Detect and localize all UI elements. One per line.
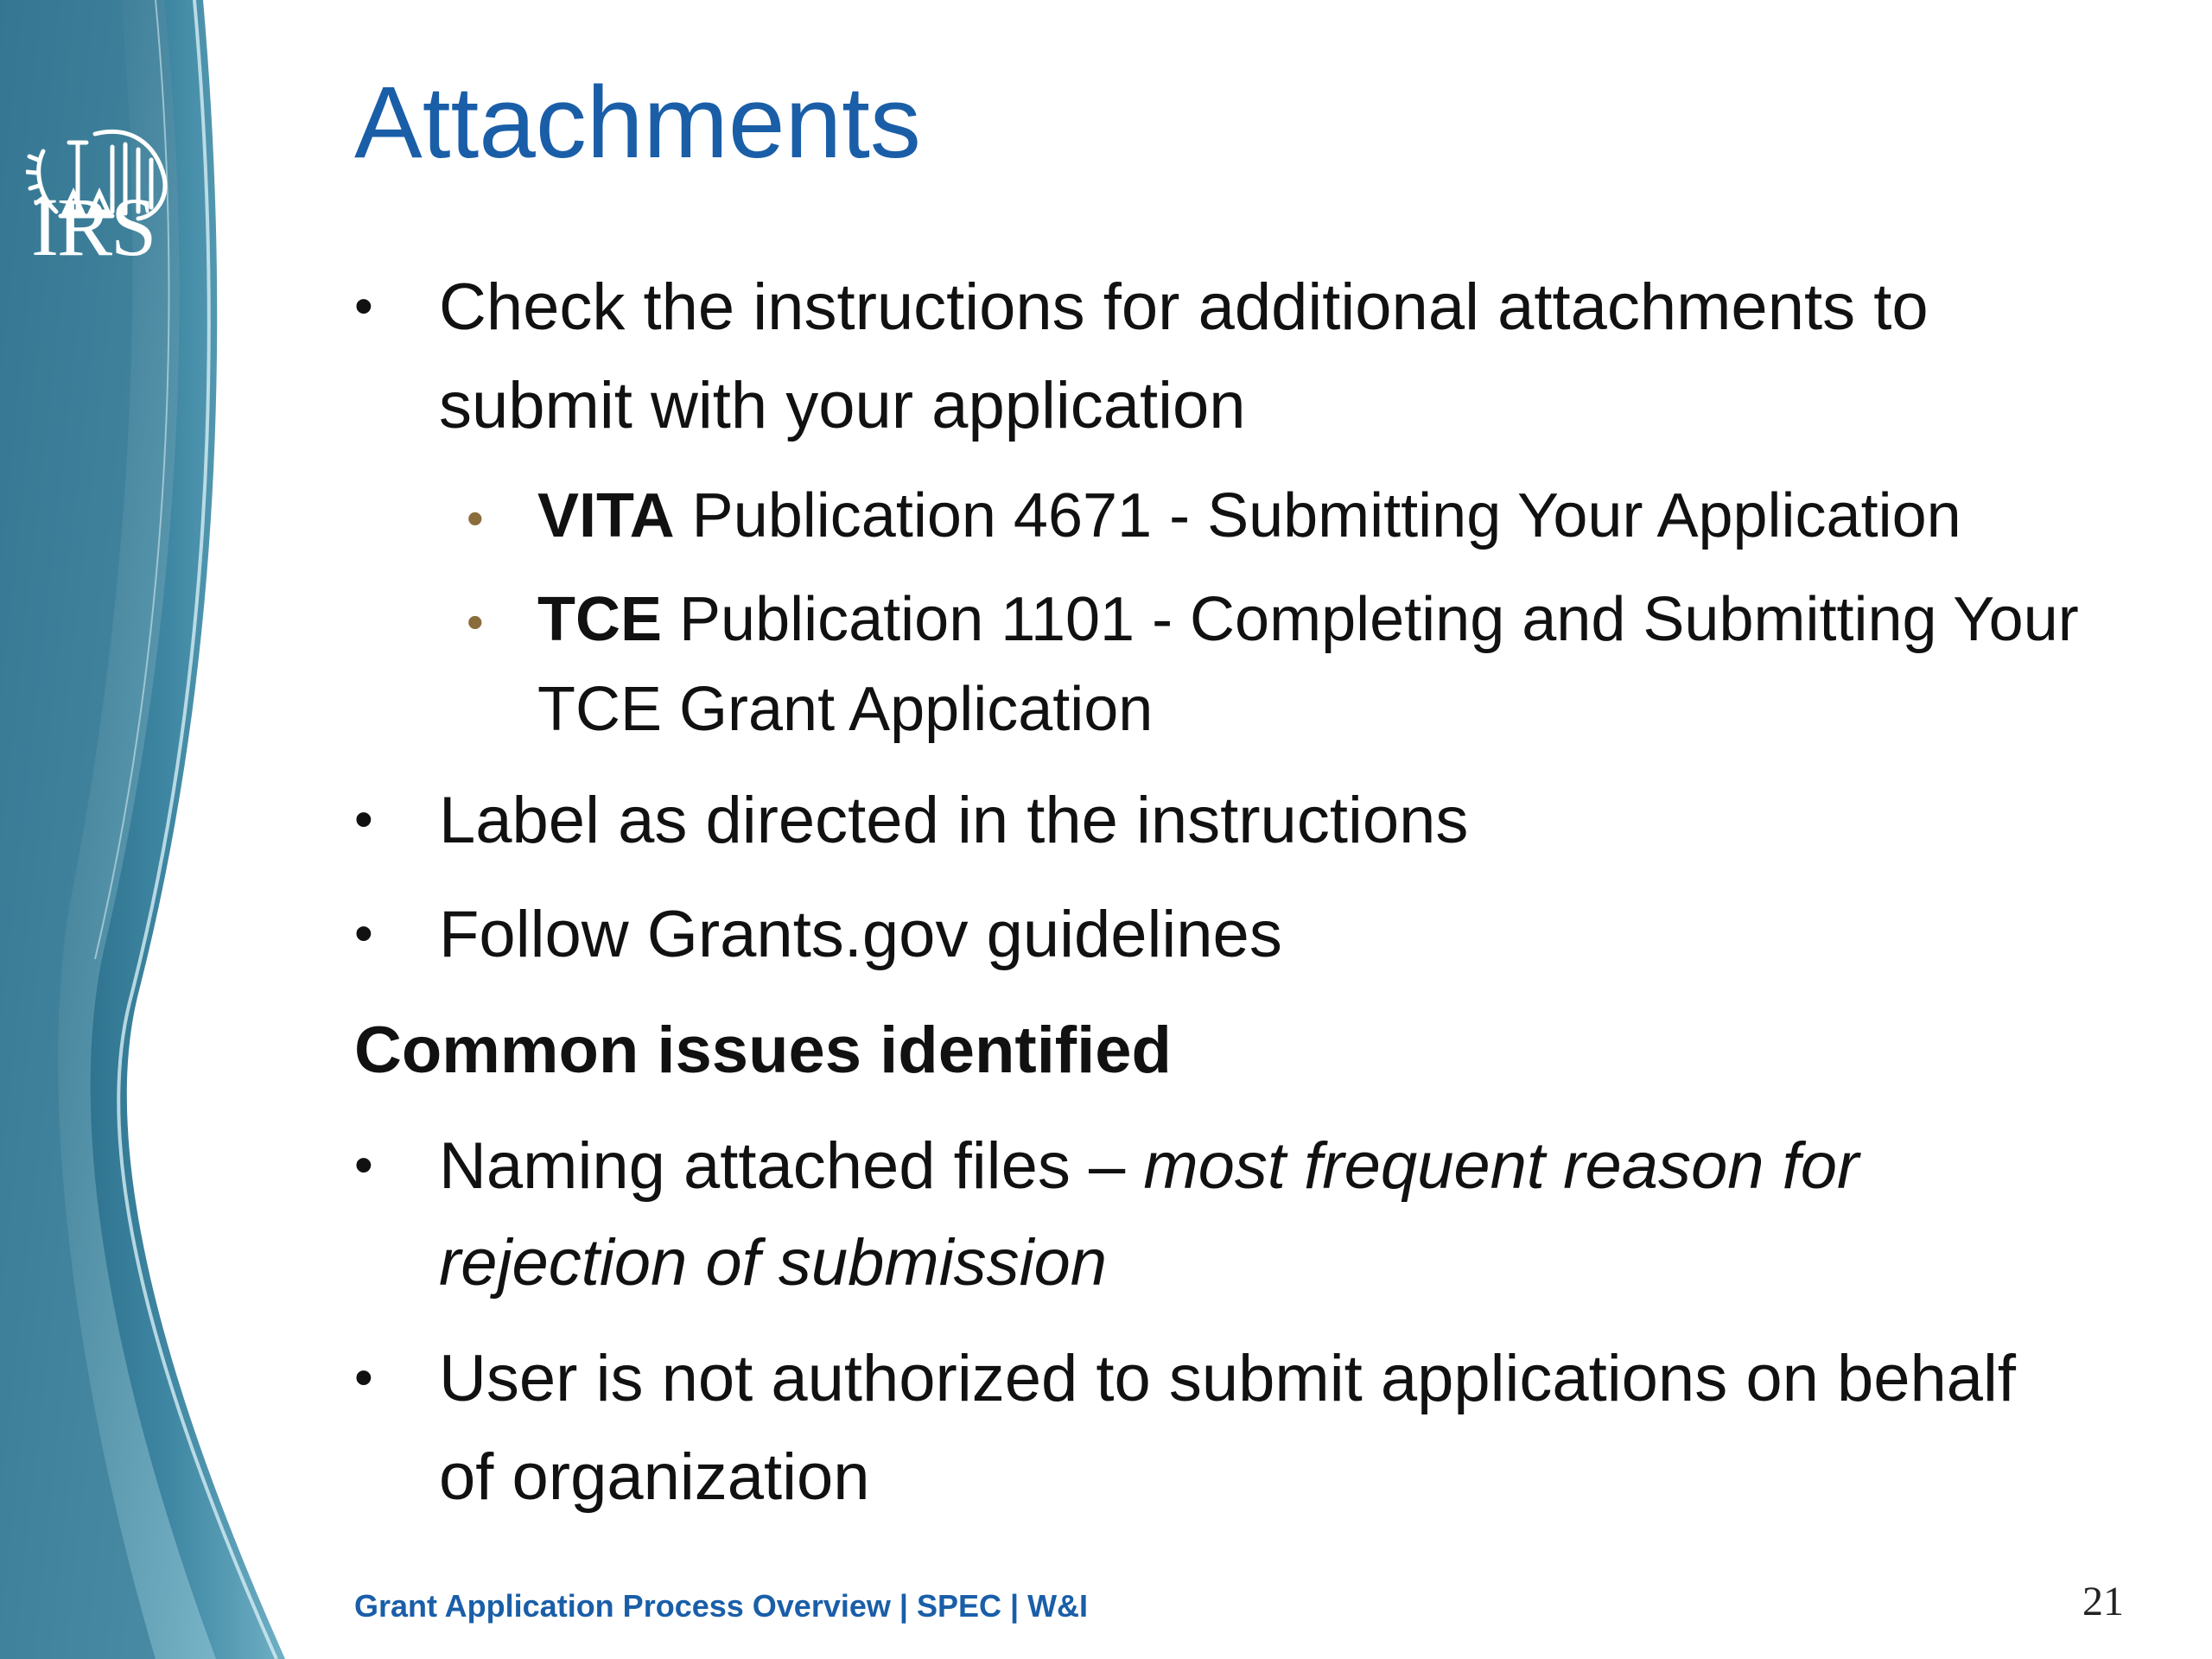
issue-line (439, 1128, 1859, 1204)
publication-text: Publication 4671 - Submitting Your Application (674, 481, 1961, 550)
bullet-line: Check the instructions for additional attachments to (439, 270, 1929, 344)
bullet-line: Follow Grants.gov guidelines (439, 898, 1282, 971)
issue-line: of organization (439, 1440, 870, 1514)
bullet-line: submit with your application (439, 369, 1246, 442)
sub-bullet-marker: • (467, 491, 484, 545)
bullet-marker: • (354, 904, 373, 963)
program-label: VITA (537, 481, 675, 550)
issue-emphasis-line2: rejection of submission (439, 1226, 1108, 1300)
sub-bullet-vita (537, 480, 1961, 552)
bullet-marker: • (354, 276, 373, 336)
page-number: 21 (2082, 1579, 2124, 1624)
sub-bullet-marker: • (467, 594, 484, 649)
issue-text: Naming attached files – (439, 1129, 1144, 1203)
sub-bullet-tce (537, 584, 2079, 656)
bullet-marker: • (354, 790, 373, 849)
issue-line: User is not authorized to submit applications on behalf (439, 1342, 2017, 1415)
footer-text: Grant Application Process Overview | SPEC | W&I (354, 1588, 1089, 1624)
irs-logo-text: IRS (31, 181, 156, 273)
bullet-marker: • (354, 1348, 373, 1408)
section-heading: Common issues identified (354, 1014, 1172, 1087)
slide-title: Attachments (354, 66, 921, 180)
program-label: TCE (537, 585, 662, 654)
issue-emphasis: most frequent reason for (1143, 1129, 1859, 1203)
bullet-line: Label as directed in the instructions (439, 784, 1469, 857)
sub-bullet-tce-line2: TCE Grant Application (537, 675, 1154, 744)
bullet-marker: • (354, 1135, 373, 1195)
publication-text: Publication 1101 - Completing and Submitting Your (662, 585, 2079, 654)
